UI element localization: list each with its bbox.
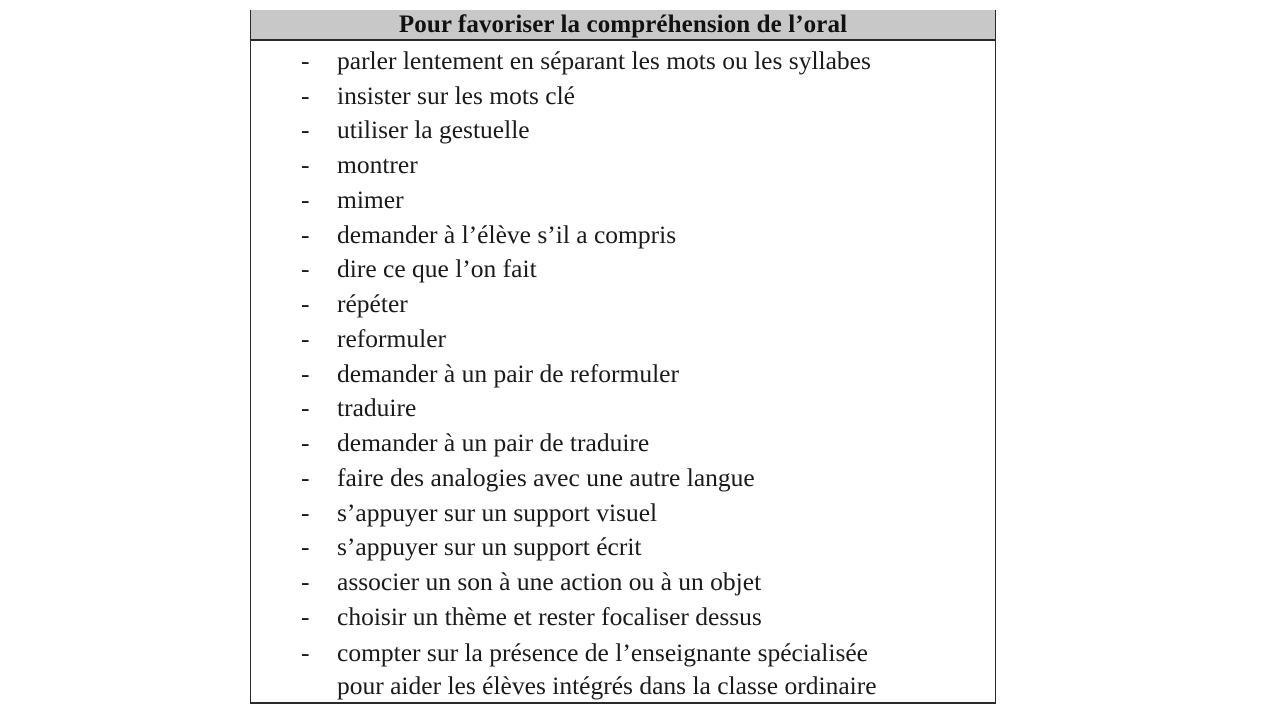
bullet-dash: - bbox=[301, 359, 310, 388]
list-item bbox=[251, 496, 997, 530]
list-item-text: traduire bbox=[337, 393, 417, 422]
list-item bbox=[251, 426, 997, 460]
bullet-dash: - bbox=[301, 393, 310, 422]
list-item bbox=[251, 113, 997, 147]
list-item-text: mimer bbox=[337, 185, 404, 214]
bullet-dash: - bbox=[301, 463, 310, 492]
bullet-dash: - bbox=[301, 532, 310, 561]
bullet-dash: - bbox=[301, 220, 310, 249]
list-item-text: demander à l’élève s’il a compris bbox=[337, 220, 677, 249]
list-item bbox=[251, 44, 997, 78]
list-item-text: s’appuyer sur un support visuel bbox=[337, 498, 658, 527]
bullet-dash: - bbox=[301, 115, 310, 144]
list-item bbox=[251, 287, 997, 321]
bullet-dash: - bbox=[301, 567, 310, 596]
list-item bbox=[251, 183, 997, 217]
list-item bbox=[251, 252, 997, 286]
bullet-dash: - bbox=[301, 150, 310, 179]
bullet-dash: - bbox=[301, 81, 310, 110]
list-item bbox=[251, 600, 997, 634]
list-item-text: choisir un thème et rester focaliser dessus bbox=[337, 602, 762, 631]
list-item-text-continuation: pour aider les élèves intégrés dans la classe ordinaire bbox=[337, 671, 877, 700]
table-header: Pour favoriser la compréhension de l’oral bbox=[251, 10, 995, 41]
bullet-dash: - bbox=[301, 638, 310, 667]
bullet-dash: - bbox=[301, 46, 310, 75]
bullet-dash: - bbox=[301, 602, 310, 631]
bullet-dash: - bbox=[301, 428, 310, 457]
list-item bbox=[251, 322, 997, 356]
list-item bbox=[251, 357, 997, 391]
list-item-text: utiliser la gestuelle bbox=[337, 115, 530, 144]
bullet-dash: - bbox=[301, 254, 310, 283]
list-item-text: dire ce que l’on fait bbox=[337, 254, 537, 283]
list-item bbox=[251, 565, 997, 599]
strategies-table bbox=[250, 10, 996, 704]
bullet-dash: - bbox=[301, 185, 310, 214]
list-item bbox=[251, 148, 997, 182]
list-item bbox=[251, 461, 997, 495]
list-item-text: faire des analogies avec une autre langue bbox=[337, 463, 755, 492]
list-item bbox=[251, 79, 997, 113]
list-item bbox=[251, 218, 997, 252]
list-item-text: demander à un pair de traduire bbox=[337, 428, 650, 457]
list-item-text: reformuler bbox=[337, 324, 447, 353]
list-item-text: montrer bbox=[337, 150, 418, 179]
bullet-dash: - bbox=[301, 324, 310, 353]
list-item-text: compter sur la présence de l’enseignante spécialisée bbox=[337, 638, 869, 667]
bullet-dash: - bbox=[301, 498, 310, 527]
list-item-text: demander à un pair de reformuler bbox=[337, 359, 679, 388]
list-item bbox=[251, 530, 997, 564]
list-item-text: insister sur les mots clé bbox=[337, 81, 575, 110]
bullet-dash: - bbox=[301, 289, 310, 318]
list-item-text: parler lentement en séparant les mots ou les syllabes bbox=[337, 46, 871, 75]
list-item-text: s’appuyer sur un support écrit bbox=[337, 532, 642, 561]
list-item-text: répéter bbox=[337, 289, 408, 318]
list-item-text: associer un son à une action ou à un objet bbox=[337, 567, 762, 596]
list-item bbox=[251, 391, 997, 425]
list-item bbox=[251, 636, 997, 702]
